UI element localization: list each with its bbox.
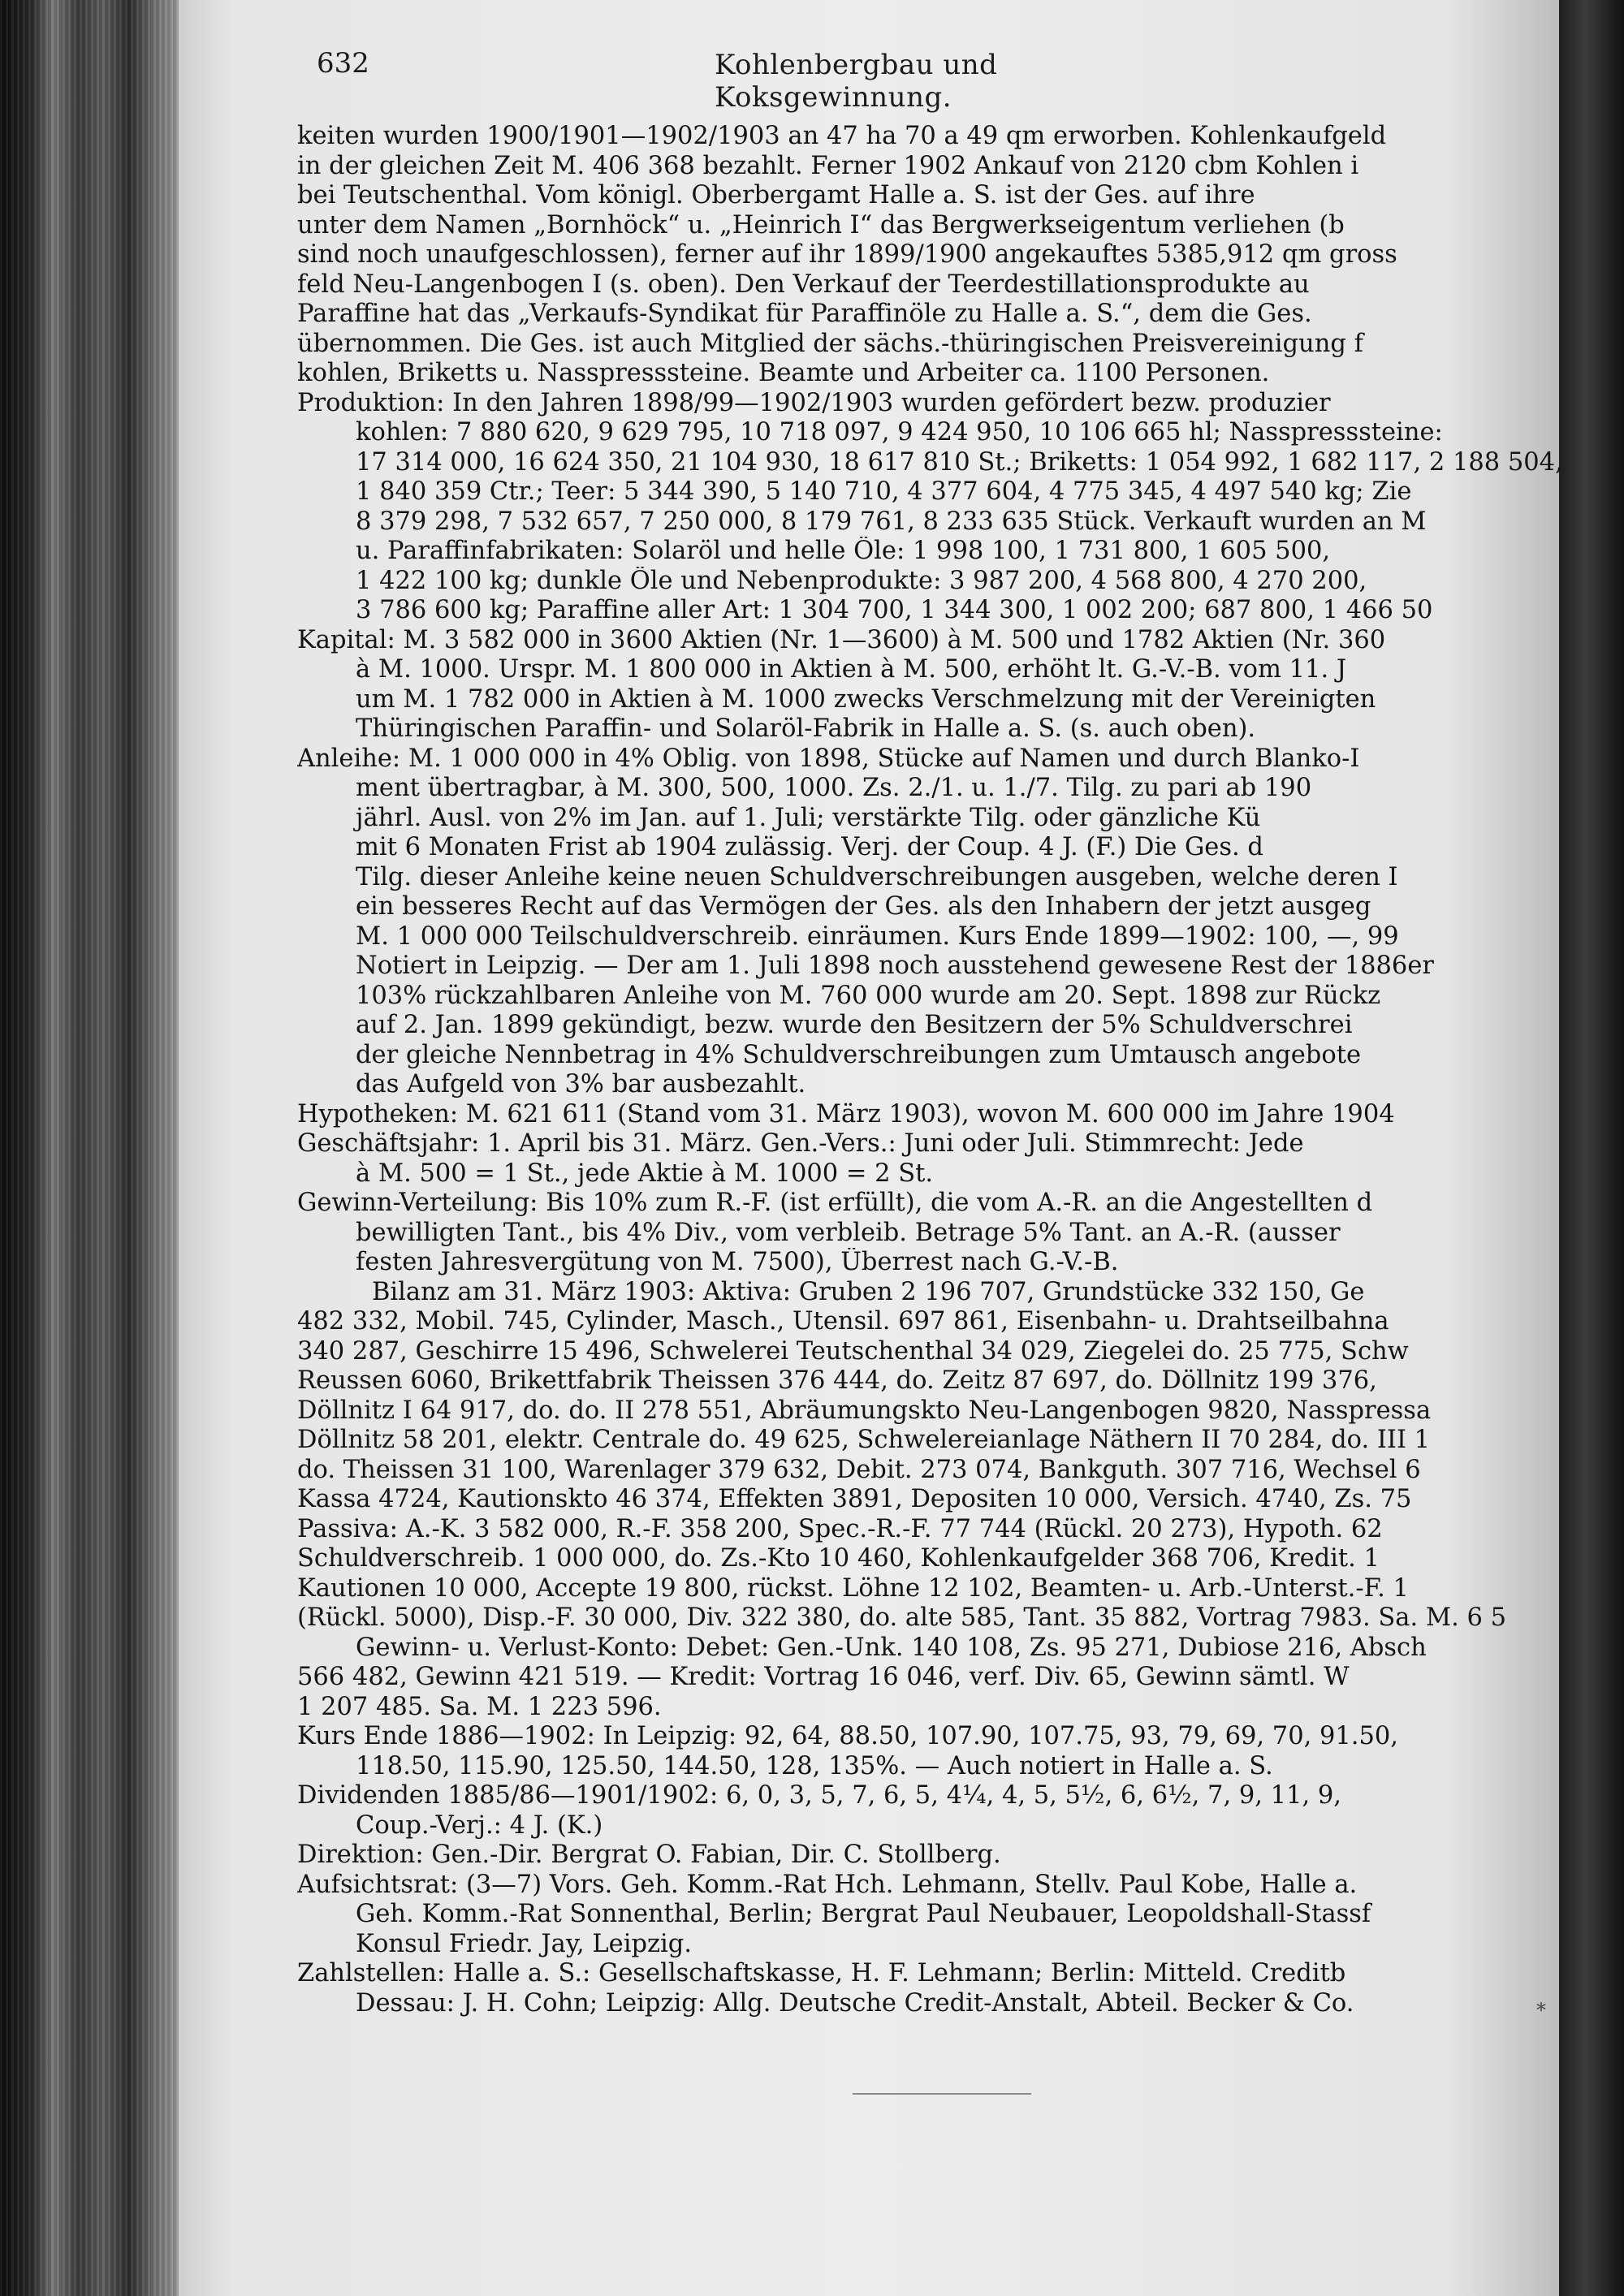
text-line: das Aufgeld von 3% bar ausbezahlt.	[356, 1070, 806, 1098]
text-line: kohlen, Briketts u. Nasspresssteine. Beamte und Arbeiter ca. 1100 Personen.	[297, 359, 1270, 387]
text-line: jährl. Ausl. von 2% im Jan. auf 1. Juli; verstärkte Tilg. oder gänzliche Kü	[356, 803, 1261, 832]
section-aufsichtsrat: Aufsichtsrat: (3—7) Vors. Geh. Komm.-Rat Hch. Lehmann, Stellv. Paul Kobe, Halle a.	[297, 1870, 1358, 1899]
text-line: M. 1 000 000 Teilschuldverschreib. einräumen. Kurs Ende 1899—1902: 100, —, 99	[356, 921, 1399, 951]
section-geschaeftsjahr: Geschäftsjahr: 1. April bis 31. März. Gen.-Vers.: Juni oder Juli. Stimmrecht: Jede	[297, 1129, 1304, 1158]
text-line: 566 482, Gewinn 421 519. — Kredit: Vortrag 16 046, verf. Div. 65, Gewinn sämtl. W	[297, 1663, 1350, 1691]
section-anleihe: Anleihe: M. 1 000 000 in 4% Oblig. von 1898, Stücke auf Namen und durch Blanko-I	[297, 744, 1360, 773]
text-line: Döllnitz I 64 917, do. do. II 278 551, Abräumungskto Neu-Langenbogen 9820, Nasspressa	[297, 1396, 1432, 1425]
text-line: festen Jahresvergütung von M. 7500), Überrest nach G.-V.-B.	[356, 1248, 1119, 1276]
text-line: u. Paraffinfabrikaten: Solaröl und helle Öle: 1 998 100, 1 731 800, 1 605 500,	[356, 537, 1331, 565]
section-kurs: Kurs Ende 1886—1902: In Leipzig: 92, 64, 88.50, 107.90, 107.75, 93, 79, 69, 70, 91.50,	[297, 1722, 1398, 1750]
text-line: do. Theissen 31 100, Warenlager 379 632, Debit. 273 074, Bankguth. 307 716, Wechsel 6	[297, 1455, 1421, 1484]
section-gewinn-verteilung: Gewinn-Verteilung: Bis 10% zum R.-F. (ist erfüllt), die vom A.-R. an die Angestellten d	[297, 1189, 1373, 1217]
text-line: Geh. Komm.-Rat Sonnenthal, Berlin; Bergrat Paul Neubauer, Leopoldshall-Stassf	[356, 1900, 1371, 1928]
section-zahlstellen: Zahlstellen: Halle a. S.: Gesellschaftskasse, H. F. Lehmann; Berlin: Mitteld. Creditb	[297, 1959, 1346, 1987]
section-hypotheken: Hypotheken: M. 621 611 (Stand vom 31. März 1903), wovon M. 600 000 im Jahre 1904	[297, 1099, 1395, 1129]
text-line: Konsul Friedr. Jay, Leipzig.	[356, 1929, 693, 1958]
text-line: 482 332, Mobil. 745, Cylinder, Masch., Utensil. 697 861, Eisenbahn- u. Drahtseilbahna	[297, 1307, 1389, 1336]
text-line: auf 2. Jan. 1899 gekündigt, bezw. wurde den Besitzern der 5% Schuldverschrei	[356, 1011, 1353, 1039]
section-dividenden: Dividenden 1885/86—1901/1902: 6, 0, 3, 5, 7, 6, 5, 4¼, 4, 5, 5½, 6, 6½, 7, 9, 11, 9,	[297, 1781, 1341, 1810]
text-line: feld Neu-Langenbogen I (s. oben). Den Verkauf der Teerdestillationsprodukte au	[297, 270, 1310, 299]
text-line: 340 287, Geschirre 15 496, Schwelerei Teutschenthal 34 029, Ziegelei do. 25 775, Schw	[297, 1336, 1409, 1366]
text-line: 17 314 000, 16 624 350, 21 104 930, 18 617 810 St.; Briketts: 1 054 992, 1 682 117, 2 188 504,	[356, 447, 1563, 477]
text-line: der gleiche Nennbetrag in 4% Schuldverschreibungen zum Umtausch angebote	[356, 1040, 1362, 1069]
text-line: Schuldverschreib. 1 000 000, do. Zs.-Kto 10 460, Kohlenkaufgelder 368 706, Kredit. 1	[297, 1544, 1380, 1573]
text-line: bei Teutschenthal. Vom königl. Oberbergamt Halle a. S. ist der Ges. auf ihre	[297, 181, 1255, 209]
text-line: (Rückl. 5000), Disp.-F. 30 000, Div. 322 380, do. alte 585, Tant. 35 882, Vortrag 7983. Sa. M. 6 5	[297, 1603, 1507, 1632]
page-text	[297, 122, 1564, 2030]
text-line: Coup.-Verj.: 4 J. (K.)	[356, 1810, 603, 1840]
text-line: 1 840 359 Ctr.; Teer: 5 344 390, 5 140 710, 4 377 604, 4 775 345, 4 497 540 kg; Zie	[356, 477, 1412, 506]
text-line: 1 207 485. Sa. M. 1 223 596.	[297, 1692, 662, 1721]
text-line: Döllnitz 58 201, elektr. Centrale do. 49 625, Schwelereianlage Näthern II 70 284, do. III 1	[297, 1426, 1431, 1454]
text-line: Reussen 6060, Brikettfabrik Theissen 376 444, do. Zeitz 87 697, do. Döllnitz 199 376,	[297, 1366, 1377, 1395]
page-edge-shadow	[1559, 0, 1624, 2296]
text-line: Notiert in Leipzig. — Der am 1. Juli 1898 noch ausstehend gewesene Rest der 1886er	[356, 952, 1434, 980]
text-line: keiten wurden 1900/1901—1902/1903 an 47 ha 70 a 49 qm erworben. Kohlenkaufgeld	[297, 122, 1387, 150]
section-produktion: Produktion: In den Jahren 1898/99—1902/1903 wurden gefördert bezw. produzier	[297, 388, 1331, 417]
text-line: bewilligten Tant., bis 4% Div., vom verbleib. Betrage 5% Tant. an A.-R. (ausser	[356, 1218, 1341, 1247]
text-line: Thüringischen Paraffin- und Solaröl-Fabrik in Halle a. S. (s. auch oben).	[356, 714, 1256, 743]
text-line: Kassa 4724, Kautionskto 46 374, Effekten 3891, Depositen 10 000, Versich. 4740, Zs. 75	[297, 1485, 1412, 1513]
end-rule	[853, 2093, 1031, 2095]
text-line: in der gleichen Zeit M. 406 368 bezahlt. Ferner 1902 Ankauf von 2120 cbm Kohlen i	[297, 151, 1359, 180]
text-line: um M. 1 782 000 in Aktien à M. 1000 zwecks Verschmelzung mit der Vereinigten	[356, 684, 1376, 714]
footer-mark: *	[1536, 1999, 1546, 2022]
text-line: Kautionen 10 000, Accepte 19 800, rückst. Löhne 12 102, Beamten- u. Arb.-Unterst.-F. 1	[297, 1573, 1409, 1603]
text-line: Paraffine hat das „Verkaufs-Syndikat für Paraffinöle zu Halle a. S.“, dem die Ges.	[297, 300, 1312, 328]
text-line: 8 379 298, 7 532 657, 7 250 000, 8 179 761, 8 233 635 Stück. Verkauft wurden an M	[356, 507, 1427, 536]
text-line: 1 422 100 kg; dunkle Öle und Nebenprodukte: 3 987 200, 4 568 800, 4 270 200,	[356, 566, 1367, 595]
text-line: Passiva: A.-K. 3 582 000, R.-F. 358 200, Spec.-R.-F. 77 744 (Rückl. 20 273), Hypoth. 62	[297, 1514, 1383, 1543]
running-title: Kohlenbergbau und Koksgewinnung.	[715, 49, 998, 114]
text-line: übernommen. Die Ges. ist auch Mitglied der sächs.-thüringischen Preisvereinigung f	[297, 329, 1363, 358]
page-header	[317, 47, 1242, 114]
text-line: 103% rückzahlbaren Anleihe von M. 760 000 wurde am 20. Sept. 1898 zur Rückz	[356, 981, 1381, 1010]
section-gewinn-verlust-konto: Gewinn- u. Verlust-Konto: Debet: Gen.-Unk. 140 108, Zs. 95 271, Dubiose 216, Absch	[356, 1633, 1427, 1662]
text-line: kohlen: 7 880 620, 9 629 795, 10 718 097, 9 424 950, 10 106 665 hl; Nasspresssteine:	[356, 418, 1443, 447]
book-binding	[0, 0, 179, 2296]
text-line: ein besseres Recht auf das Vermögen der Ges. als den Inhabern der jetzt ausgeg	[356, 892, 1371, 921]
section-bilanz: Bilanz am 31. März 1903: Aktiva: Gruben 2 196 707, Grundstücke 332 150, Ge	[372, 1277, 1365, 1306]
text-line: à M. 1000. Urspr. M. 1 800 000 in Aktien à M. 500, erhöht lt. G.-V.-B. vom 11. J	[356, 655, 1347, 684]
text-line: Tilg. dieser Anleihe keine neuen Schuldverschreibungen ausgeben, welche deren I	[356, 862, 1398, 891]
section-direktion: Direktion: Gen.-Dir. Bergrat O. Fabian, Dir. C. Stollberg.	[297, 1841, 1001, 1869]
text-line: sind noch unaufgeschlossen), ferner auf ihr 1899/1900 angekauftes 5385,912 qm gross	[297, 240, 1397, 269]
section-kapital: Kapital: M. 3 582 000 in 3600 Aktien (Nr. 1—3600) à M. 500 und 1782 Aktien (Nr. 360	[297, 625, 1386, 654]
text-line: à M. 500 = 1 St., jede Aktie à M. 1000 = 2 St.	[356, 1159, 934, 1188]
text-line: unter dem Namen „Bornhöck“ u. „Heinrich I“ das Bergwerkseigentum verliehen (b	[297, 210, 1345, 240]
text-line: mit 6 Monaten Frist ab 1904 zulässig. Verj. der Coup. 4 J. (F.) Die Ges. d	[356, 833, 1263, 861]
text-line: 118.50, 115.90, 125.50, 144.50, 128, 135%. — Auch notiert in Halle a. S.	[356, 1751, 1273, 1780]
text-line: Dessau: J. H. Cohn; Leipzig: Allg. Deutsche Credit-Anstalt, Abteil. Becker & Co.	[356, 1988, 1354, 2018]
text-line: 3 786 600 kg; Paraffine aller Art: 1 304 700, 1 344 300, 1 002 200; 687 800, 1 466 50	[356, 596, 1433, 624]
page-number: 632	[317, 47, 369, 80]
text-line: ment übertragbar, à M. 300, 500, 1000. Zs. 2./1. u. 1./7. Tilg. zu pari ab 190	[356, 774, 1312, 802]
